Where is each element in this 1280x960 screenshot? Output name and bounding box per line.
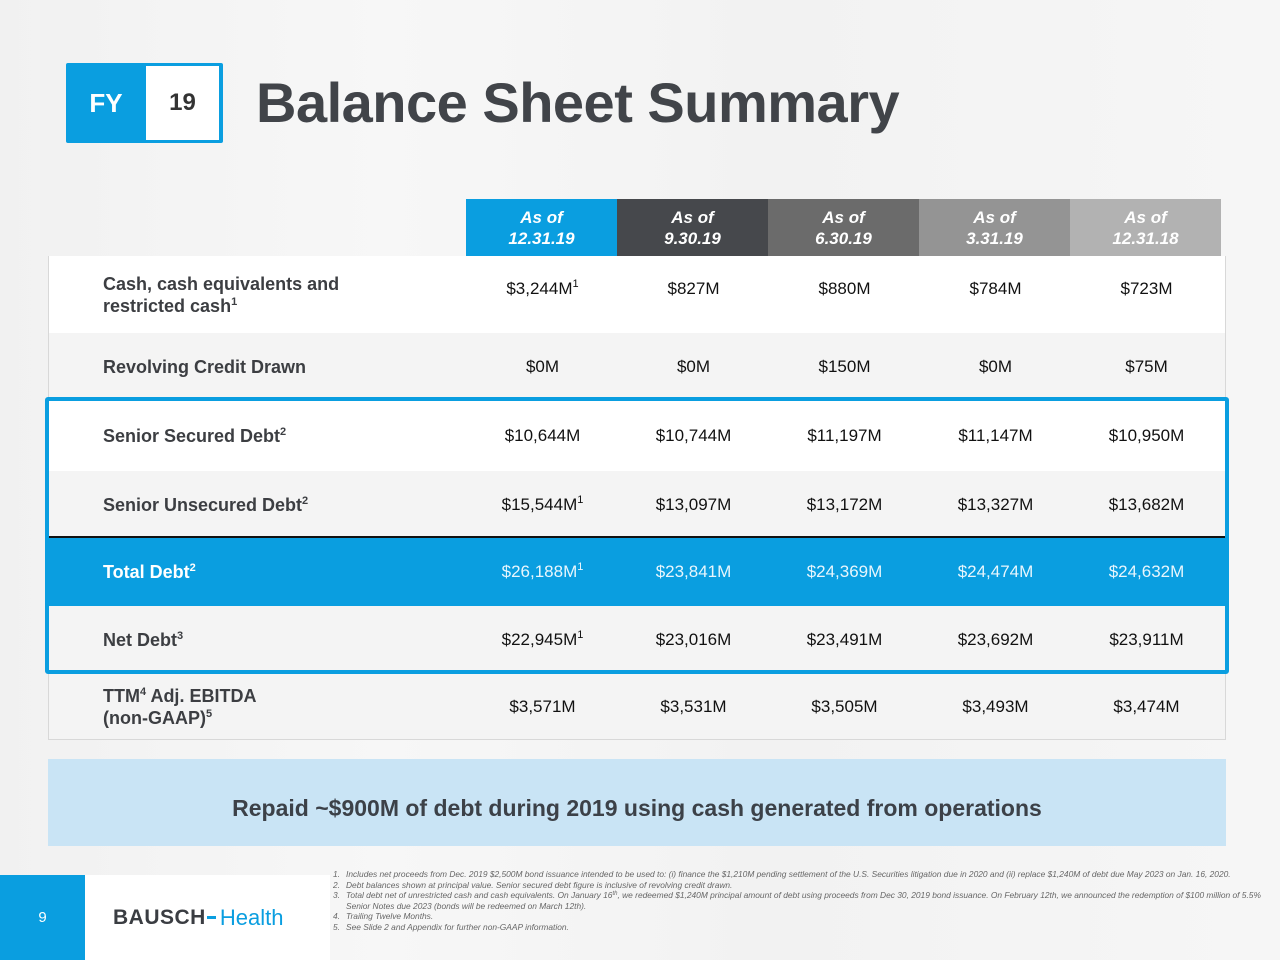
column-header-line1: As of xyxy=(1124,208,1167,227)
table-row-senior-secured-debt xyxy=(49,401,1225,471)
table-cell xyxy=(467,562,618,582)
footnote-text-part: Total debt net of unrestricted cash and cash equivalents. On January 16 xyxy=(346,890,613,901)
footnote-number: 1. xyxy=(333,869,340,879)
table-cell: $11,147M xyxy=(958,426,1033,445)
cell-value: $15,544M xyxy=(501,494,578,514)
footnote-ref: 1 xyxy=(577,493,584,506)
column-header-line1: As of xyxy=(973,208,1016,227)
footnote-text: Trailing Twelve Months. xyxy=(346,911,434,922)
column-header-date: 9.30.19 xyxy=(664,229,721,248)
table-row-senior-unsecured-debt xyxy=(49,471,1225,538)
logo-wordmark-bold: BAUSCH xyxy=(113,905,206,929)
footnote-text: Debt balances shown at principal value. Senior secured debt figure is inclusive of revolving credit drawn. xyxy=(346,879,733,890)
column-header-9-30-19 xyxy=(617,199,768,256)
footnote-ref: 4 xyxy=(139,685,147,698)
footnote-ref: 1 xyxy=(231,295,238,308)
footnote-4 xyxy=(333,911,1278,922)
table-cell xyxy=(467,495,618,515)
row-label-text: restricted cash xyxy=(103,295,232,316)
table-cell: $10,950M xyxy=(1108,426,1185,445)
footnote-ref: 2 xyxy=(280,426,287,438)
table-cell: $3,531M xyxy=(660,696,727,716)
footnote-2 xyxy=(333,880,1278,891)
footnote-5 xyxy=(333,922,1278,933)
footnote-number: 2. xyxy=(333,879,340,890)
footnote-number: 3. xyxy=(333,890,340,901)
row-label xyxy=(49,685,467,729)
table-cell: $0M xyxy=(525,357,560,376)
table-row-total-debt xyxy=(49,538,1225,606)
cell-value: $3,244M xyxy=(506,278,573,298)
footnote-text xyxy=(346,890,1278,911)
footnote-3 xyxy=(333,890,1278,911)
cell-value: $22,945M xyxy=(501,630,578,649)
footnote-ref: 3 xyxy=(177,630,184,642)
footnote-ref: 1 xyxy=(577,629,584,641)
table-cell: $0M xyxy=(676,357,711,376)
footnote-ref: 2 xyxy=(302,494,309,507)
table-cell: $0M xyxy=(978,357,1013,376)
company-logo xyxy=(85,875,330,960)
fy-year: 19 xyxy=(146,66,219,140)
table-cell: $11,197M xyxy=(807,426,882,445)
footnote-number: 5. xyxy=(333,921,340,932)
row-label xyxy=(49,561,467,583)
table-cell: $23,692M xyxy=(957,630,1034,649)
table-cell: $880M xyxy=(818,278,871,298)
row-label-text: Senior Unsecured Debt xyxy=(103,494,303,515)
row-label-line1 xyxy=(103,685,467,707)
table-cell: $723M xyxy=(1120,278,1173,298)
footnote-text-part: , we redeemed $1,240M principal amount of debt using proceeds from Dec 30, 2019 bond issuance. On February 12th, we announced the redemption of $100 million of 5.5% Senior Notes due 2023 (bonds will be redeemed on March 12th). xyxy=(346,890,1261,911)
row-label-text: Adj. EBITDA xyxy=(146,685,257,706)
column-headers xyxy=(466,199,1221,256)
column-header-12-31-19 xyxy=(466,199,617,256)
column-header-12-31-18 xyxy=(1070,199,1221,256)
table-row-revolving-credit xyxy=(49,333,1225,401)
table-cell: $24,632M xyxy=(1108,562,1185,581)
row-label xyxy=(49,629,467,651)
row-label xyxy=(49,494,467,516)
row-label-text: Total Debt xyxy=(103,562,190,582)
footnote-ref: 5 xyxy=(205,707,213,720)
table-cell: $13,327M xyxy=(957,494,1034,514)
table-row-net-debt xyxy=(49,606,1225,674)
fy-label: FY xyxy=(89,87,123,118)
page-number: 9 xyxy=(0,875,85,960)
row-label-text: Net Debt xyxy=(103,630,178,650)
table-cell: $13,172M xyxy=(806,494,883,514)
cell-value: $26,188M xyxy=(501,562,578,581)
row-label-text: Senior Secured Debt xyxy=(103,426,281,446)
column-header-date: 3.31.19 xyxy=(966,229,1023,248)
row-label-line1: Cash, cash equivalents and xyxy=(103,273,340,294)
logo-plus-icon xyxy=(207,916,216,919)
table-cell: $10,744M xyxy=(655,426,732,445)
row-label-line2 xyxy=(103,707,467,729)
table-cell: $3,493M xyxy=(962,696,1029,716)
table-cell: $75M xyxy=(1125,357,1168,376)
column-header-line1: As of xyxy=(520,208,563,227)
column-header-line1: As of xyxy=(671,208,714,227)
row-label xyxy=(49,425,467,447)
footnotes xyxy=(333,869,1278,933)
footnote-text: Includes net proceeds from Dec. 2019 $2,500M bond issuance intended to be used to: (i) finance the $1,210M pending settlement of the U.S. Securities litigation due in 2020 and (ii) replace $1,240M of debt due May 2023 on Jan. 16, 2020. xyxy=(346,869,1231,879)
table-cell: $3,571M xyxy=(509,696,576,716)
footnote-number: 4. xyxy=(333,911,340,922)
table-cell: $23,491M xyxy=(806,630,883,649)
table-cell: $3,474M xyxy=(1113,696,1180,716)
table-cell: $24,369M xyxy=(806,562,883,581)
row-label-text: TTM xyxy=(103,685,140,706)
footnote-1 xyxy=(333,869,1278,880)
footnote-text: See Slide 2 and Appendix for further non-GAAP information. xyxy=(346,921,569,932)
table-cell: $3,505M xyxy=(811,696,878,716)
column-header-6-30-19 xyxy=(768,199,919,256)
table-cell xyxy=(467,279,618,299)
column-header-date: 6.30.19 xyxy=(815,229,872,248)
table-cell: $24,474M xyxy=(957,562,1034,581)
logo-wordmark-light: Health xyxy=(219,904,284,930)
footnote-ref: 1 xyxy=(572,277,579,290)
balance-sheet-table xyxy=(48,256,1226,740)
page-title: Balance Sheet Summary xyxy=(256,71,900,134)
table-cell: $10,644M xyxy=(504,426,581,445)
column-header-3-31-19 xyxy=(919,199,1070,256)
footnote-ref: 2 xyxy=(189,562,196,574)
table-cell: $23,841M xyxy=(655,562,732,581)
table-cell: $827M xyxy=(667,278,720,298)
table-cell: $23,911M xyxy=(1109,630,1184,649)
table-row-adj-ebitda xyxy=(49,674,1225,740)
table-row-cash xyxy=(49,256,1225,333)
row-label xyxy=(49,273,467,317)
table-cell: $784M xyxy=(969,278,1022,298)
table-cell: $13,682M xyxy=(1108,494,1185,514)
row-label-text: (non-GAAP) xyxy=(103,707,206,728)
fy-badge xyxy=(66,63,223,143)
divider-line xyxy=(49,536,1225,538)
row-label-line2 xyxy=(103,295,467,317)
column-header-date: 12.31.19 xyxy=(508,229,575,248)
table-cell: $23,016M xyxy=(655,630,732,649)
table-cell: $150M xyxy=(818,357,871,376)
column-header-line1: As of xyxy=(822,208,865,227)
callout-banner: Repaid ~$900M of debt during 2019 using cash generated from operations xyxy=(48,759,1226,846)
row-label: Revolving Credit Drawn xyxy=(103,357,307,377)
footnote-ref: 1 xyxy=(577,561,584,573)
table-cell: $13,097M xyxy=(655,494,732,514)
ordinal-suffix: th xyxy=(612,891,618,898)
table-cell xyxy=(467,630,618,650)
column-header-date: 12.31.18 xyxy=(1112,229,1179,248)
